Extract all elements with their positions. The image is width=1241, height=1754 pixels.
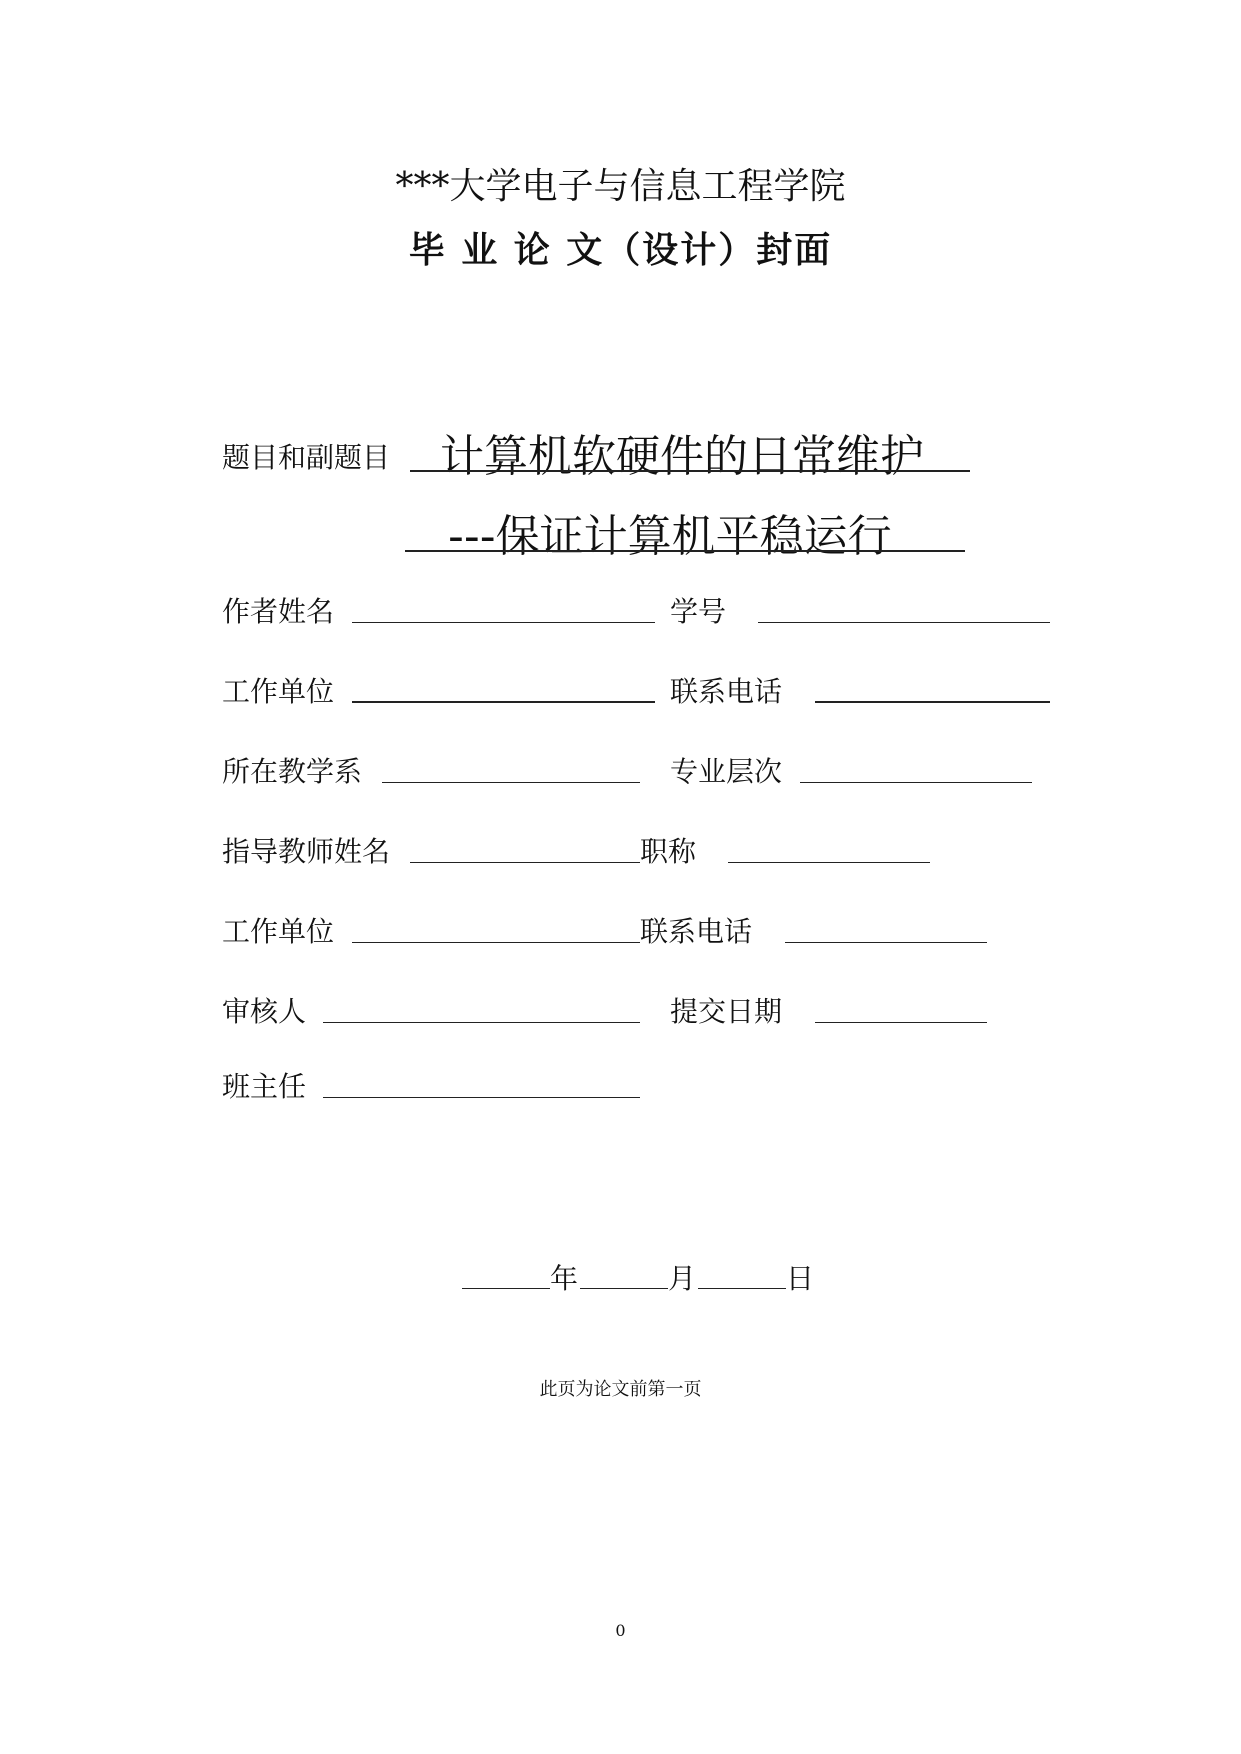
phone-field[interactable] bbox=[815, 701, 1050, 703]
advisor-work-unit-label: 工作单位 bbox=[222, 915, 335, 948]
main-title-underline bbox=[410, 470, 970, 472]
department-field[interactable] bbox=[382, 782, 640, 783]
reviewer-field[interactable] bbox=[323, 1022, 640, 1023]
author-name-label: 作者姓名 bbox=[222, 595, 335, 628]
page-note: 此页为论文前第一页 bbox=[539, 1379, 702, 1400]
submit-date-label: 提交日期 bbox=[670, 995, 783, 1028]
year-blank[interactable] bbox=[462, 1288, 550, 1289]
class-teacher-field[interactable] bbox=[323, 1097, 640, 1098]
title-label: 题目和副题目 bbox=[222, 441, 391, 474]
day-label: 日 bbox=[786, 1262, 815, 1295]
student-id-label: 学号 bbox=[670, 595, 727, 628]
advisor-work-unit-field[interactable] bbox=[352, 942, 640, 943]
advisor-name-field[interactable] bbox=[410, 862, 640, 863]
work-unit-field[interactable] bbox=[352, 701, 655, 703]
submit-date-field[interactable] bbox=[815, 1022, 987, 1023]
month-label: 月 bbox=[668, 1262, 697, 1295]
student-id-field[interactable] bbox=[758, 622, 1050, 623]
university-name: ***大学电子与信息工程学院 bbox=[395, 166, 846, 207]
advisor-title-label: 职称 bbox=[640, 835, 697, 868]
reviewer-label: 审核人 bbox=[222, 995, 307, 1028]
class-teacher-label: 班主任 bbox=[222, 1070, 307, 1103]
advisor-phone-label: 联系电话 bbox=[640, 915, 753, 948]
cover-title: 毕 业 论 文（设计）封面 bbox=[408, 230, 833, 271]
month-blank[interactable] bbox=[580, 1288, 668, 1289]
subtitle: ---保证计算机平稳运行 bbox=[448, 511, 892, 562]
subtitle-underline bbox=[405, 550, 965, 552]
phone-label: 联系电话 bbox=[670, 675, 783, 708]
advisor-name-label: 指导教师姓名 bbox=[222, 835, 391, 868]
main-title: 计算机软硬件的日常维护 bbox=[440, 431, 924, 482]
author-name-field[interactable] bbox=[352, 622, 655, 623]
work-unit-label: 工作单位 bbox=[222, 675, 335, 708]
advisor-title-field[interactable] bbox=[728, 862, 930, 863]
year-label: 年 bbox=[550, 1262, 579, 1295]
major-level-field[interactable] bbox=[800, 782, 1032, 783]
advisor-phone-field[interactable] bbox=[785, 942, 987, 943]
page-number: 0 bbox=[615, 1621, 626, 1640]
day-blank[interactable] bbox=[698, 1288, 786, 1289]
major-level-label: 专业层次 bbox=[670, 755, 783, 788]
department-label: 所在教学系 bbox=[222, 755, 363, 788]
